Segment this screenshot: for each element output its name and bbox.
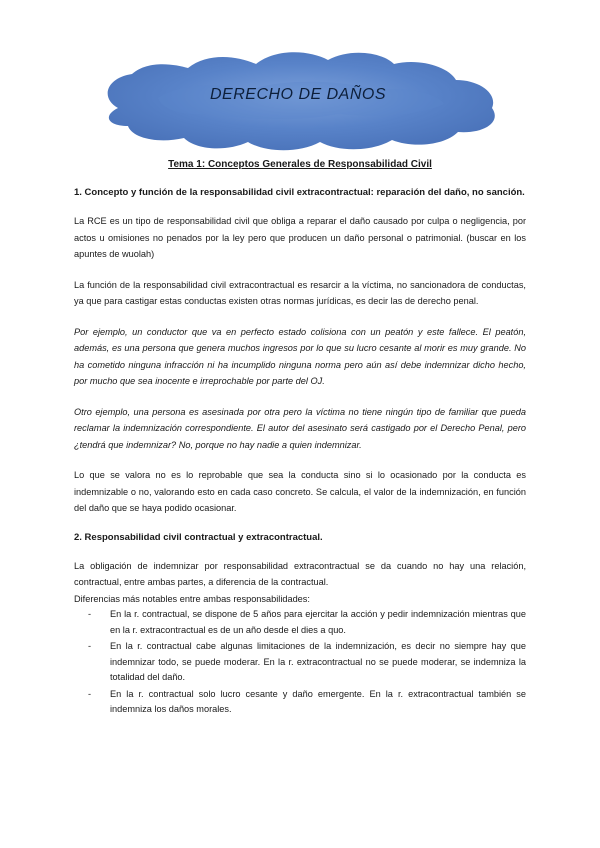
section-2-paragraph-1: La obligación de indemnizar por responsabilidad extracontractual se da cuando no hay una relación, contractual, entre ambas partes, a diferencia de la contractual. — [74, 560, 526, 587]
section-1-heading: 1. Concepto y función de la responsabilidad civil extracontractual: reparación del daño, no sanción. — [74, 187, 525, 198]
list-item-text: En la r. contractual solo lucro cesante y daño emergente. En la r. extracontractual también se indemniza los daños morales. — [110, 688, 526, 714]
section-1-example-1: Por ejemplo, un conductor que va en perfecto estado colisiona con un peatón y este fallece. El peatón, además, es una persona que genera muchos ingresos por lo que su lucro cesante al morir es muy grande. No ha cometido ninguna infracción ni ha incumplido ninguna norma pero aún así debe indemnizar dicho hecho, por mucho que sea inocente e irreprochable por parte del OJ. — [74, 326, 526, 386]
section-1-example-2: Otro ejemplo, una persona es asesinada por otra pero la víctima no tiene ningún tipo de familiar que pueda reclamar la indemnización correspondiente. El autor del asesinato será castigado por el Derecho Penal, pero ¿tendrá que indemnizar? No, porque no hay nadie a quien indemnizar. — [74, 406, 526, 450]
section-2-paragraph-2: Diferencias más notables entre ambas responsabilidades: — [74, 593, 310, 604]
topic-title: Tema 1: Conceptos Generales de Responsabilidad Civil — [168, 159, 432, 170]
list-item-text: En la r. contractual cabe algunas limitaciones de la indemnización, es decir no siempre hay que indemnizar todo, se puede moderar. En la r. extracontractual no se puede moderar, se indemniza la totalidad del daño. — [110, 641, 526, 682]
differences-list — [74, 607, 526, 718]
list-item — [88, 687, 526, 718]
list-item — [88, 639, 526, 686]
title-banner — [88, 38, 508, 160]
dash-bullet: - — [88, 641, 92, 651]
banner-title: DERECHO DE DAÑOS — [209, 86, 387, 103]
document-body — [74, 158, 526, 719]
section-1-paragraph-1: La RCE es un tipo de responsabilidad civil que obliga a reparar el daño causado por culpa o negligencia, por actos u omisiones no penados por la ley pero que producen un daño personal o patrimonial. (buscar en los apuntes de wuolah) — [74, 216, 526, 259]
list-item-text: En la r. contractual, se dispone de 5 años para ejercitar la acción y pedir indemnización mientras que en la r. extracontractual es de un año desde el dies a quo. — [110, 609, 526, 635]
dash-bullet: - — [88, 609, 92, 619]
section-1-paragraph-2: La función de la responsabilidad civil extracontractual es resarcir a la víctima, no sancionadora de conductas, ya que para castigar estas conductas existen otras normas jurídicas, es decir las de derecho penal. — [74, 279, 526, 306]
dash-bullet: - — [88, 688, 92, 699]
section-2-heading: 2. Responsabilidad civil contractual y extracontractual. — [74, 531, 323, 543]
section-1-paragraph-5: Lo que se valora no es lo reprobable que sea la conducta sino si lo ocasionado por la conducta es indemnizable o no, valorando esto en cada caso concreto. Se calcula, el valor de la indemnización, en función del daño que se haya podido ocasionar. — [74, 470, 526, 513]
list-item — [88, 607, 526, 638]
